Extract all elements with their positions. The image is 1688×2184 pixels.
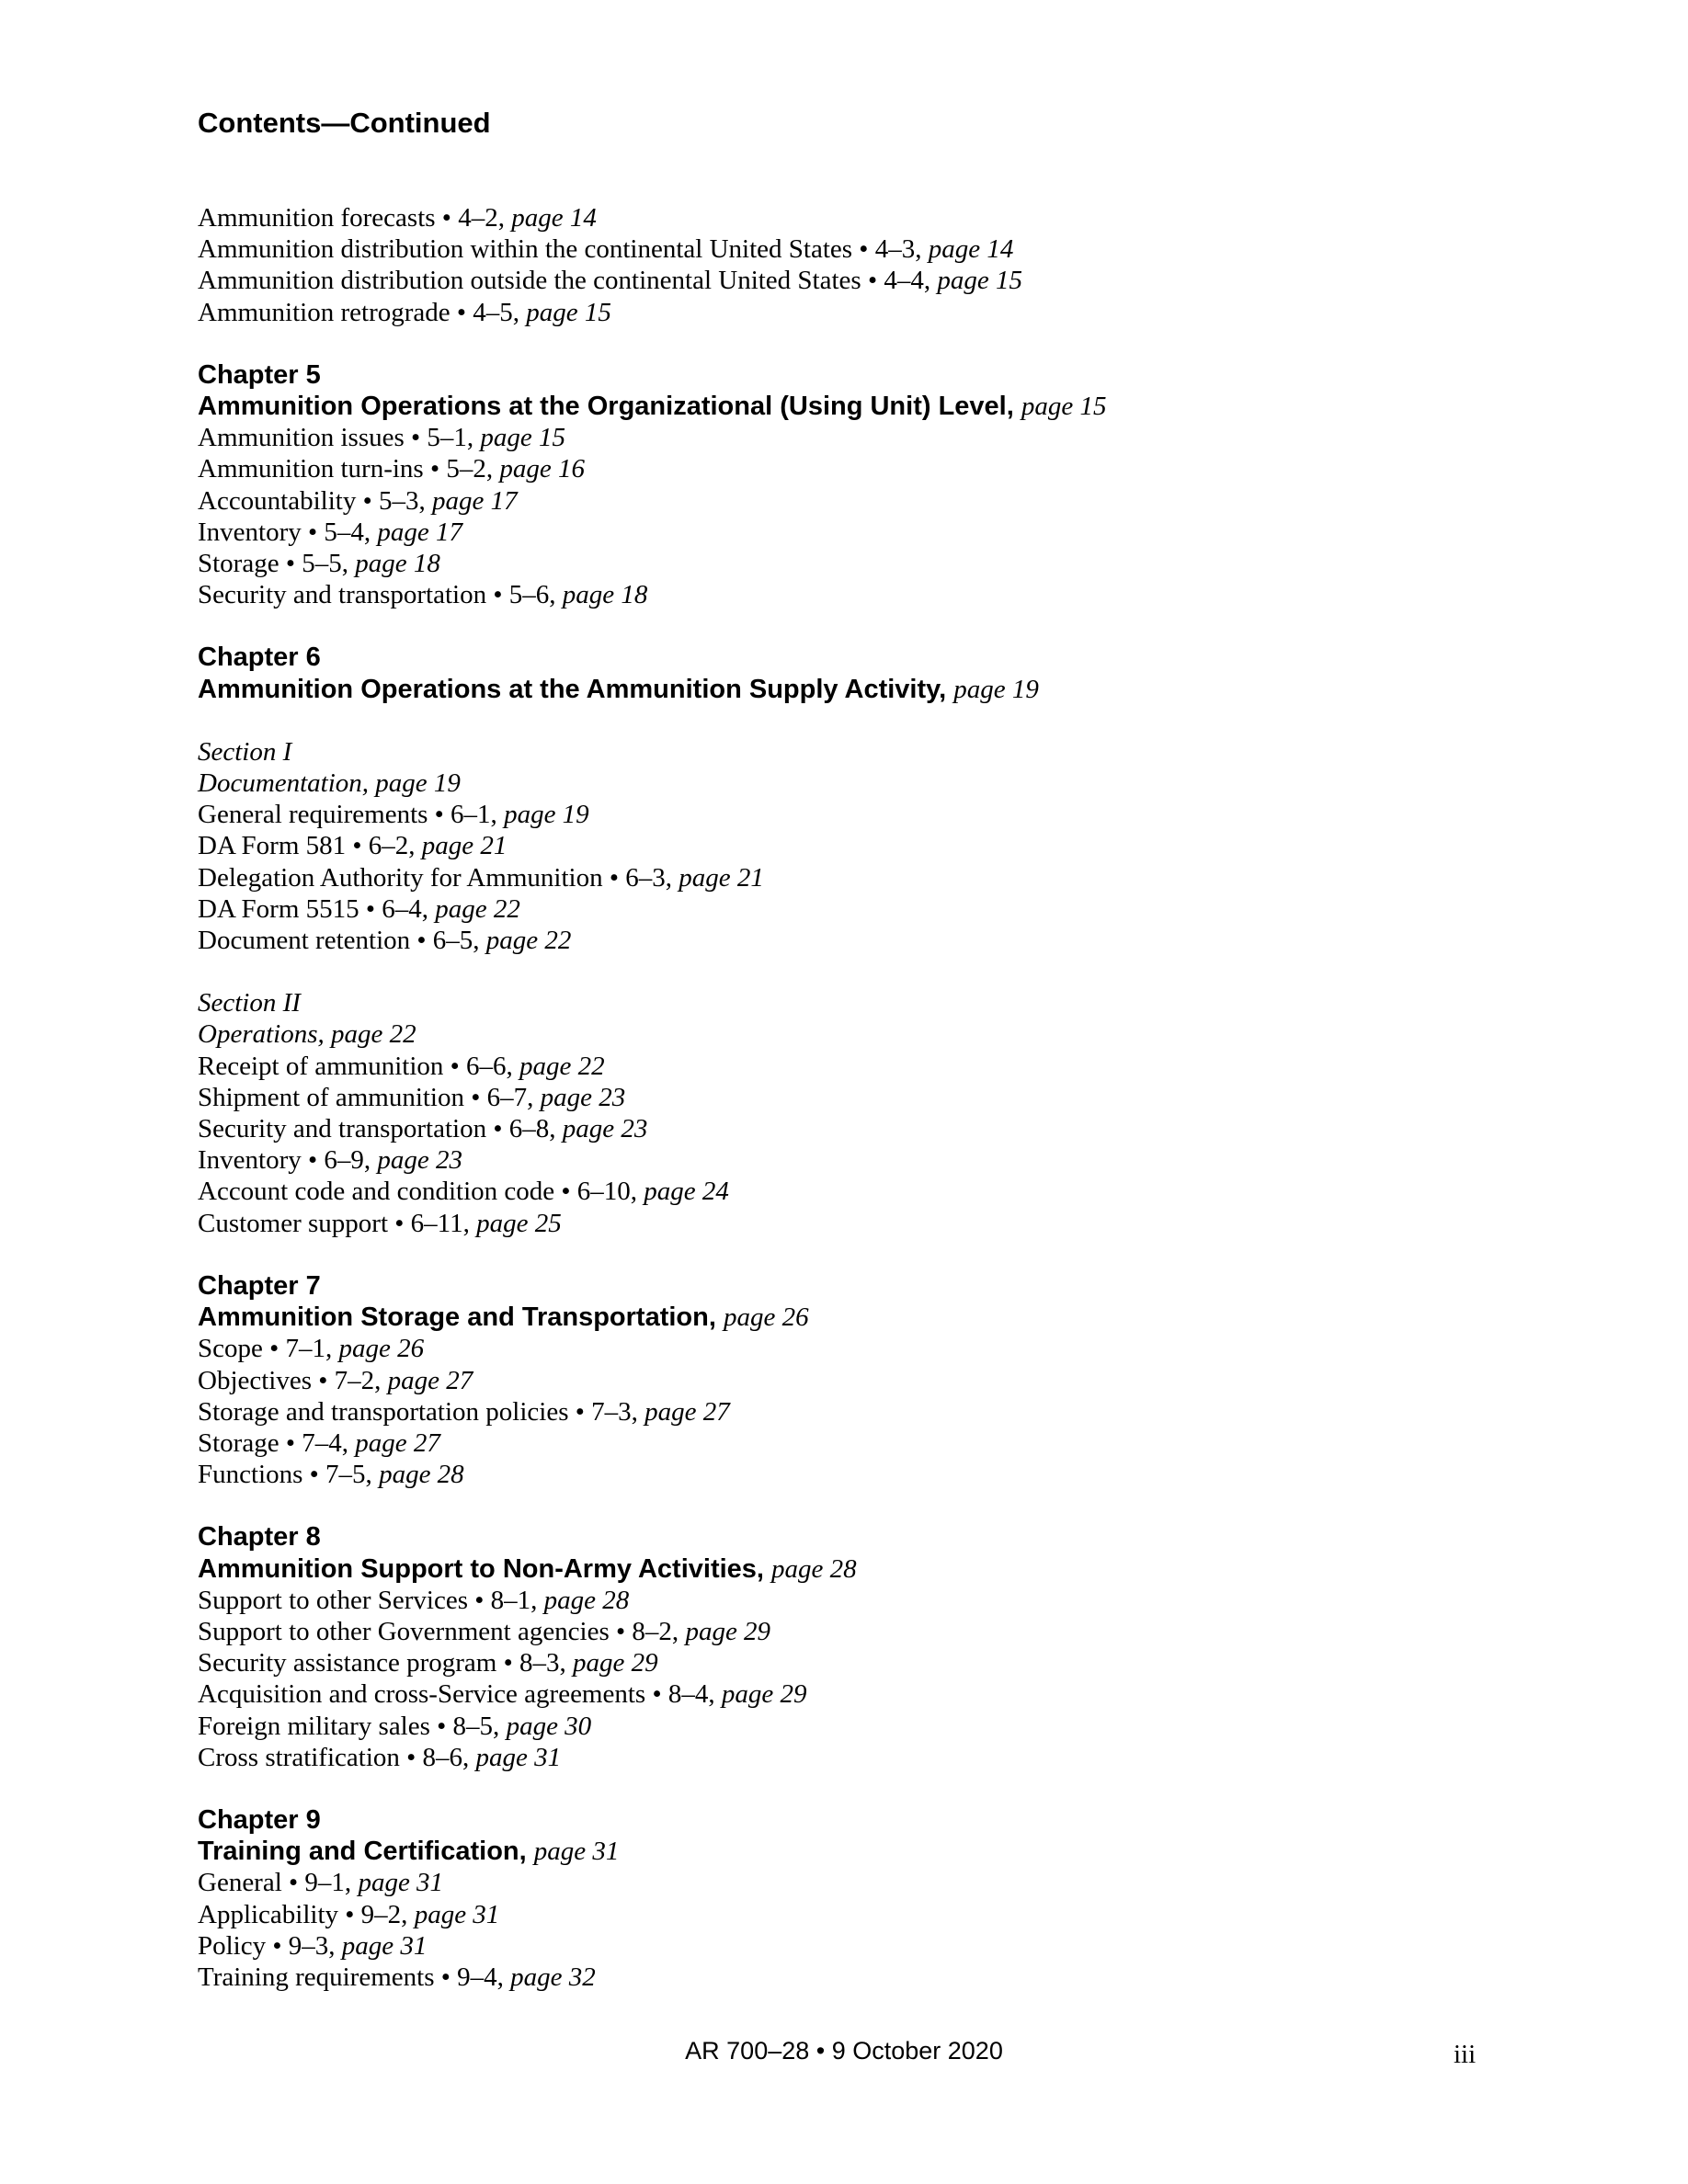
entry-page: page 17 bbox=[432, 485, 518, 516]
entry-text: Accountability • 5–3, bbox=[198, 485, 432, 516]
toc-entry[interactable] bbox=[198, 1962, 1485, 1993]
chapter-page: page 28 bbox=[771, 1553, 857, 1584]
chapter-title-text: Ammunition Operations at the Organizational (Using Unit) Level, bbox=[198, 392, 1014, 422]
toc-entry[interactable] bbox=[198, 453, 1485, 484]
toc-entry[interactable] bbox=[198, 1113, 1485, 1144]
entry-page: page 14 bbox=[928, 234, 1014, 265]
entry-page: page 23 bbox=[377, 1145, 463, 1176]
entry-text: Functions • 7–5, bbox=[198, 1460, 380, 1490]
chapter-page: page 26 bbox=[723, 1302, 809, 1333]
toc-entry[interactable] bbox=[198, 1899, 1485, 1930]
chapter-page: page 31 bbox=[533, 1837, 620, 1867]
chapter6-section1-block bbox=[198, 736, 1485, 956]
contents-header: Contents—Continued bbox=[198, 107, 491, 139]
entry-page: page 16 bbox=[499, 454, 585, 484]
entry-page: page 17 bbox=[377, 517, 463, 547]
entry-text: General requirements • 6–1, bbox=[198, 800, 505, 830]
toc-entry[interactable] bbox=[198, 485, 1485, 517]
chapter-label: Chapter 9 bbox=[198, 1804, 321, 1835]
footer-page-number: iii bbox=[1454, 2040, 1477, 2069]
chapter7-block bbox=[198, 1270, 1485, 1490]
section-label: Section I bbox=[198, 736, 292, 767]
entry-page: page 25 bbox=[476, 1208, 562, 1238]
toc-entry[interactable] bbox=[198, 297, 1485, 328]
entry-text: Applicability • 9–2, bbox=[198, 1899, 415, 1929]
entry-text: Delegation Authority for Ammunition • 6–3, bbox=[198, 862, 679, 893]
toc-entry[interactable] bbox=[198, 830, 1485, 861]
toc-entry[interactable] bbox=[198, 1678, 1485, 1710]
entry-text: Foreign military sales • 8–5, bbox=[198, 1711, 507, 1741]
chapter-title-text: Training and Certification, bbox=[198, 1837, 527, 1867]
entry-page: page 22 bbox=[435, 893, 520, 924]
entry-page: page 29 bbox=[721, 1679, 807, 1710]
entry-text: Acquisition and cross-Service agreements • 8–4, bbox=[198, 1679, 722, 1710]
toc-entry[interactable] bbox=[198, 202, 1485, 233]
entry-page: page 14 bbox=[511, 203, 597, 233]
entry-text: Ammunition distribution within the continental United States • 4–3, bbox=[198, 234, 929, 265]
entry-text: Scope • 7–1, bbox=[198, 1334, 339, 1364]
entry-text: Security assistance program • 8–3, bbox=[198, 1648, 573, 1678]
chapter-label: Chapter 8 bbox=[198, 1522, 321, 1553]
entry-page: page 27 bbox=[644, 1396, 730, 1427]
entry-page: page 22 bbox=[519, 1051, 605, 1081]
chapter6-section2-block bbox=[198, 987, 1485, 1239]
toc-entry[interactable] bbox=[198, 1144, 1485, 1176]
entry-page: page 23 bbox=[540, 1082, 626, 1112]
entry-page: page 21 bbox=[421, 831, 508, 861]
entry-page: page 31 bbox=[414, 1899, 500, 1929]
chapter6-heading-block bbox=[198, 642, 1485, 704]
entry-text: General • 9–1, bbox=[198, 1868, 359, 1898]
entry-page: page 27 bbox=[387, 1365, 473, 1395]
toc-entry[interactable] bbox=[198, 1365, 1485, 1396]
chapter-label: Chapter 6 bbox=[198, 643, 321, 673]
entry-page: page 23 bbox=[562, 1114, 648, 1144]
toc-entry[interactable] bbox=[198, 1616, 1485, 1647]
chapter9-block bbox=[198, 1804, 1485, 1993]
chapter-title[interactable] bbox=[198, 674, 1485, 705]
toc-entry[interactable] bbox=[198, 1459, 1485, 1490]
chapter-title[interactable] bbox=[198, 1553, 1485, 1585]
toc-entry[interactable] bbox=[198, 1208, 1485, 1239]
entry-text: Inventory • 6–9, bbox=[198, 1145, 378, 1176]
chapter8-block bbox=[198, 1521, 1485, 1773]
entry-page: page 28 bbox=[379, 1460, 464, 1490]
entry-text: Support to other Services • 8–1, bbox=[198, 1585, 544, 1615]
entry-text: Ammunition retrograde • 4–5, bbox=[198, 297, 527, 327]
section-label: Section II bbox=[198, 988, 301, 1018]
entry-page: page 18 bbox=[355, 549, 440, 579]
entry-text: Storage • 7–4, bbox=[198, 1428, 356, 1458]
entry-text: DA Form 581 • 6–2, bbox=[198, 831, 422, 861]
entry-text: Ammunition forecasts • 4–2, bbox=[198, 203, 512, 233]
toc-entry[interactable] bbox=[198, 233, 1485, 265]
footer-publication: AR 700–28 • 9 October 2020 bbox=[685, 2037, 1003, 2065]
toc-entry[interactable] bbox=[198, 1647, 1485, 1678]
entry-text: Customer support • 6–11, bbox=[198, 1208, 477, 1238]
entry-page: page 15 bbox=[937, 266, 1022, 296]
chapter4-continued-block bbox=[198, 202, 1485, 328]
toc-entry[interactable] bbox=[198, 925, 1485, 956]
contents-page bbox=[198, 103, 1485, 2024]
entry-text: Objectives • 7–2, bbox=[198, 1365, 388, 1395]
entry-page: page 24 bbox=[644, 1177, 729, 1207]
toc-entry[interactable] bbox=[198, 579, 1485, 610]
toc-entry[interactable] bbox=[198, 1176, 1485, 1207]
entry-text: Document retention • 6–5, bbox=[198, 926, 486, 956]
entry-text: Account code and condition code • 6–10, bbox=[198, 1177, 644, 1207]
entry-page: page 19 bbox=[504, 800, 589, 830]
toc-entry[interactable] bbox=[198, 265, 1485, 296]
toc-entry[interactable] bbox=[198, 548, 1485, 579]
toc-entry[interactable] bbox=[198, 1051, 1485, 1082]
section-title[interactable]: Documentation, page 19 bbox=[198, 768, 461, 799]
chapter5-block bbox=[198, 359, 1485, 611]
entry-text: Shipment of ammunition • 6–7, bbox=[198, 1082, 541, 1112]
entry-text: Cross stratification • 8–6, bbox=[198, 1742, 476, 1772]
entry-page: page 31 bbox=[341, 1930, 428, 1961]
section-title[interactable]: Operations, page 22 bbox=[198, 1019, 416, 1050]
entry-text: DA Form 5515 • 6–4, bbox=[198, 893, 436, 924]
entry-page: page 31 bbox=[475, 1742, 562, 1772]
entry-page: page 15 bbox=[480, 423, 566, 453]
entry-text: Ammunition distribution outside the continental United States • 4–4, bbox=[198, 266, 938, 296]
entry-page: page 28 bbox=[543, 1585, 630, 1615]
toc-entry[interactable] bbox=[198, 1333, 1485, 1364]
entry-text: Receipt of ammunition • 6–6, bbox=[198, 1051, 520, 1081]
entry-text: Support to other Government agencies • 8–2, bbox=[198, 1616, 686, 1646]
chapter-title-text: Ammunition Operations at the Ammunition Supply Activity, bbox=[198, 674, 947, 704]
entry-page: page 29 bbox=[573, 1648, 658, 1678]
toc-entry[interactable] bbox=[198, 862, 1485, 893]
chapter-title[interactable] bbox=[198, 391, 1485, 422]
toc-entry[interactable] bbox=[198, 1396, 1485, 1428]
entry-page: page 32 bbox=[510, 1962, 596, 1992]
entry-text: Ammunition turn-ins • 5–2, bbox=[198, 454, 500, 484]
chapter-label: Chapter 5 bbox=[198, 359, 321, 390]
chapter-label: Chapter 7 bbox=[198, 1270, 321, 1301]
chapter-page: page 15 bbox=[1021, 392, 1107, 422]
chapter-title-text: Ammunition Support to Non-Army Activities, bbox=[198, 1553, 764, 1584]
entry-page: page 30 bbox=[506, 1711, 592, 1741]
entry-page: page 18 bbox=[562, 580, 648, 610]
entry-text: Ammunition issues • 5–1, bbox=[198, 423, 481, 453]
toc-entry[interactable] bbox=[198, 893, 1485, 925]
entry-text: Policy • 9–3, bbox=[198, 1930, 342, 1961]
entry-page: page 29 bbox=[685, 1616, 771, 1646]
toc-entry[interactable] bbox=[198, 1585, 1485, 1616]
entry-page: page 15 bbox=[526, 297, 611, 327]
toc-entry[interactable] bbox=[198, 799, 1485, 830]
entry-page: page 26 bbox=[338, 1334, 425, 1364]
toc-entry[interactable] bbox=[198, 1082, 1485, 1113]
entry-text: Storage and transportation policies • 7–3, bbox=[198, 1396, 645, 1427]
toc-entry[interactable] bbox=[198, 1930, 1485, 1962]
entry-text: Training requirements • 9–4, bbox=[198, 1962, 511, 1992]
entry-page: page 31 bbox=[358, 1868, 444, 1898]
toc-entry[interactable] bbox=[198, 1742, 1485, 1773]
toc-entry[interactable] bbox=[198, 422, 1485, 453]
entry-page: page 22 bbox=[485, 926, 572, 956]
entry-text: Storage • 5–5, bbox=[198, 549, 356, 579]
toc-entry[interactable] bbox=[198, 1867, 1485, 1898]
entry-text: Security and transportation • 6–8, bbox=[198, 1114, 563, 1144]
chapter-title[interactable] bbox=[198, 1302, 1485, 1333]
entry-text: Inventory • 5–4, bbox=[198, 517, 378, 547]
toc-entry[interactable] bbox=[198, 1711, 1485, 1742]
toc-entry[interactable] bbox=[198, 1428, 1485, 1459]
chapter-title-text: Ammunition Storage and Transportation, bbox=[198, 1302, 716, 1333]
toc-entry[interactable] bbox=[198, 517, 1485, 548]
entry-page: page 27 bbox=[355, 1428, 440, 1458]
entry-page: page 21 bbox=[679, 862, 764, 893]
chapter-page: page 19 bbox=[953, 674, 1039, 704]
entry-text: Security and transportation • 5–6, bbox=[198, 580, 563, 610]
chapter-title[interactable] bbox=[198, 1836, 1485, 1867]
